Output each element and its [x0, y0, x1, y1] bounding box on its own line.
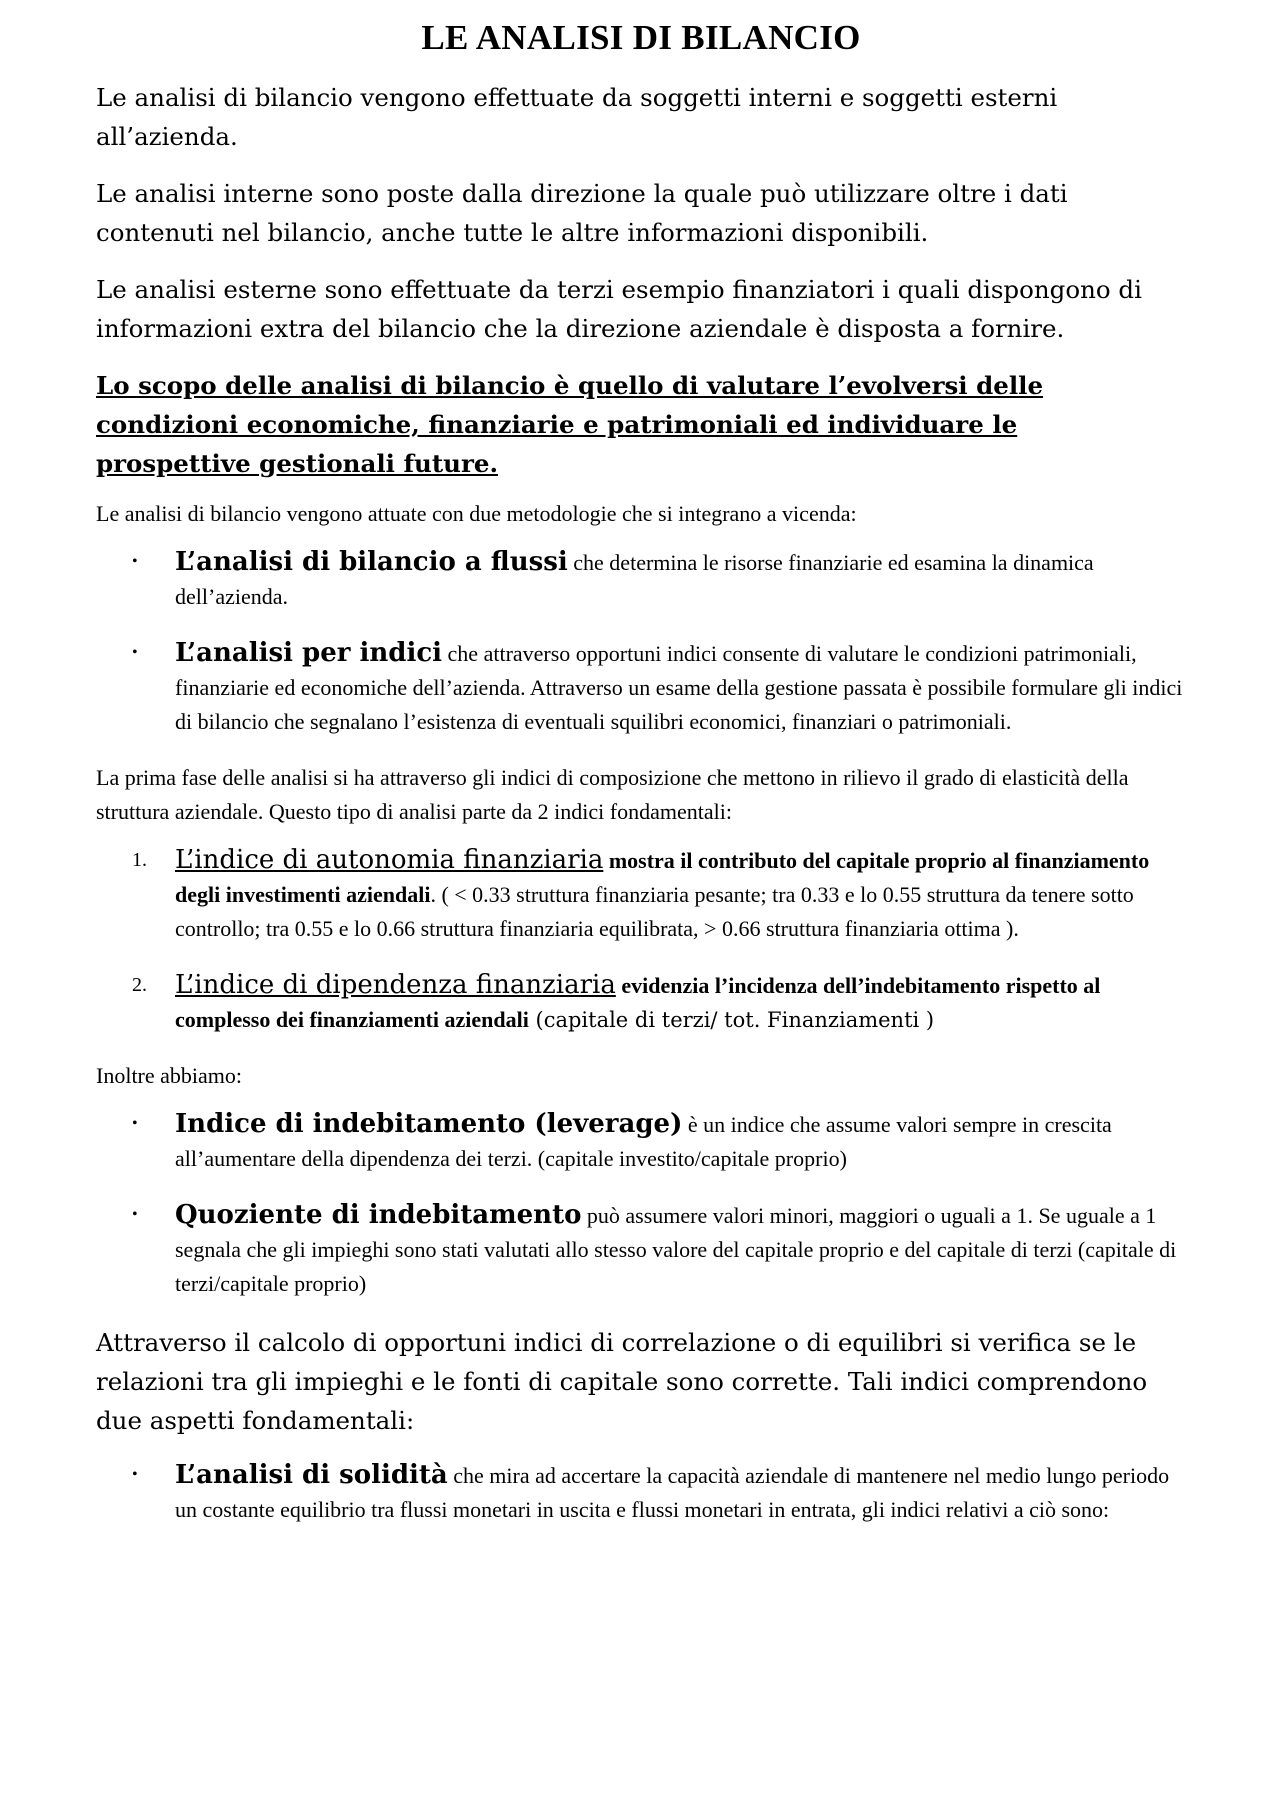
item-bold-text: evidenzia l’incidenza dell’indebitamento rispetto al complesso dei finanziamenti aziendali	[175, 973, 1101, 1032]
item-text: che attraverso opportuni indici consente di valutare le condizioni patrimoniali, finanziarie ed economiche dell’azienda. Attraverso un esame della gestione passata è possibile formulare gli indici di bilancio che segnalano l’esistenza di eventuali squilibri economici, finanziari o patrimoniali.	[175, 641, 1183, 734]
intro-paragraph-2: Le analisi interne sono poste dalla direzione la quale può utilizzare oltre i dati contenuti nel bilancio, anche tutte le altre informazioni disponibili.	[96, 179, 1068, 247]
bullet-icon: •	[132, 1206, 138, 1223]
document-page	[96, 18, 1186, 1549]
item-text: che mira ad accertare la capacità aziendale di mantenere nel medio lungo periodo un costante equilibrio tra flussi monetari in uscita e flussi monetari in entrata, gli indici relativi a ciò sono:	[175, 1463, 1170, 1522]
indici-list	[96, 843, 1186, 1037]
bullet-icon: •	[132, 1115, 138, 1132]
item-lead: L’analisi di solidità	[175, 1460, 448, 1490]
item-text: (capitale di terzi/ tot. Finanziamenti )	[528, 1008, 935, 1032]
item-text: che determina le risorse finanziarie ed esamina la dinamica dell’azienda.	[175, 550, 1094, 609]
metodologie-list	[96, 545, 1186, 739]
list-item	[96, 1107, 1186, 1176]
scopo-statement: Lo scopo delle analisi di bilancio è quello di valutare l’evolversi delle condizioni economiche, finanziarie e patrimoniali ed individuare le prospettive gestionali future.	[96, 371, 1044, 478]
bullet-icon: •	[132, 644, 138, 661]
list-item	[96, 636, 1186, 739]
item-lead: Quoziente di indebitamento	[175, 1200, 582, 1230]
list-item	[96, 843, 1186, 946]
item-bold-text: mostra il contributo del capitale proprio al finanziamento degli investimenti aziendali	[175, 848, 1150, 907]
item-text: può assumere valori minori, maggiori o uguali a 1. Se uguale a 1 segnala che gli impieghi sono stati valutati allo stesso valore del capitale proprio e del capitale di terzi (capitale di terzi/capitale proprio)	[175, 1203, 1177, 1296]
item-lead: L’analisi per indici	[175, 638, 443, 668]
intro-paragraph-1: Le analisi di bilancio vengono effettuate da soggetti interni e soggetti esterni all’azienda.	[96, 83, 1058, 151]
item-lead: L’indice di autonomia finanziaria	[175, 845, 604, 875]
solidita-list	[96, 1458, 1186, 1527]
item-number: 1.	[132, 849, 147, 871]
inoltre-label: Inoltre abbiamo:	[96, 1063, 243, 1088]
fase-intro: La prima fase delle analisi si ha attraverso gli indici di composizione che mettono in rilievo il grado di elasticità della struttura aziendale. Questo tipo di analisi parte da 2 indici fondamentali:	[96, 765, 1129, 824]
altri-indici-list	[96, 1107, 1186, 1301]
list-item	[96, 1458, 1186, 1527]
list-item	[96, 545, 1186, 614]
bullet-icon: •	[132, 553, 138, 570]
item-lead: L’analisi di bilancio a flussi	[175, 547, 568, 577]
item-number: 2.	[132, 974, 147, 996]
item-lead: L’indice di dipendenza finanziaria	[175, 970, 616, 1000]
metodologie-intro: Le analisi di bilancio vengono attuate con due metodologie che si integrano a vicenda:	[96, 501, 857, 526]
item-lead: Indice di indebitamento (leverage)	[175, 1109, 683, 1139]
item-text: è un indice che assume valori sempre in crescita all’aumentare della dipendenza dei terzi. (capitale investito/capitale proprio)	[175, 1112, 1112, 1171]
page-title: LE ANALISI DI BILANCIO	[421, 18, 861, 57]
bullet-icon: •	[132, 1466, 138, 1483]
list-item	[96, 968, 1186, 1037]
intro-paragraph-3: Le analisi esterne sono effettuate da terzi esempio finanziatori i quali dispongono di informazioni extra del bilancio che la direzione aziendale è disposta a fornire.	[96, 275, 1142, 343]
item-text: . ( < 0.33 struttura finanziaria pesante; tra 0.33 e lo 0.55 struttura da tenere sotto controllo; tra 0.55 e lo 0.66 struttura finanziaria equilibrata, > 0.66 struttura finanziaria ottima ).	[175, 882, 1134, 941]
list-item	[96, 1198, 1186, 1301]
correlazione-paragraph: Attraverso il calcolo di opportuni indici di correlazione o di equilibri si verifica se le relazioni tra gli impieghi e le fonti di capitale sono corrette. Tali indici comprendono due aspetti fondamentali:	[96, 1328, 1148, 1435]
